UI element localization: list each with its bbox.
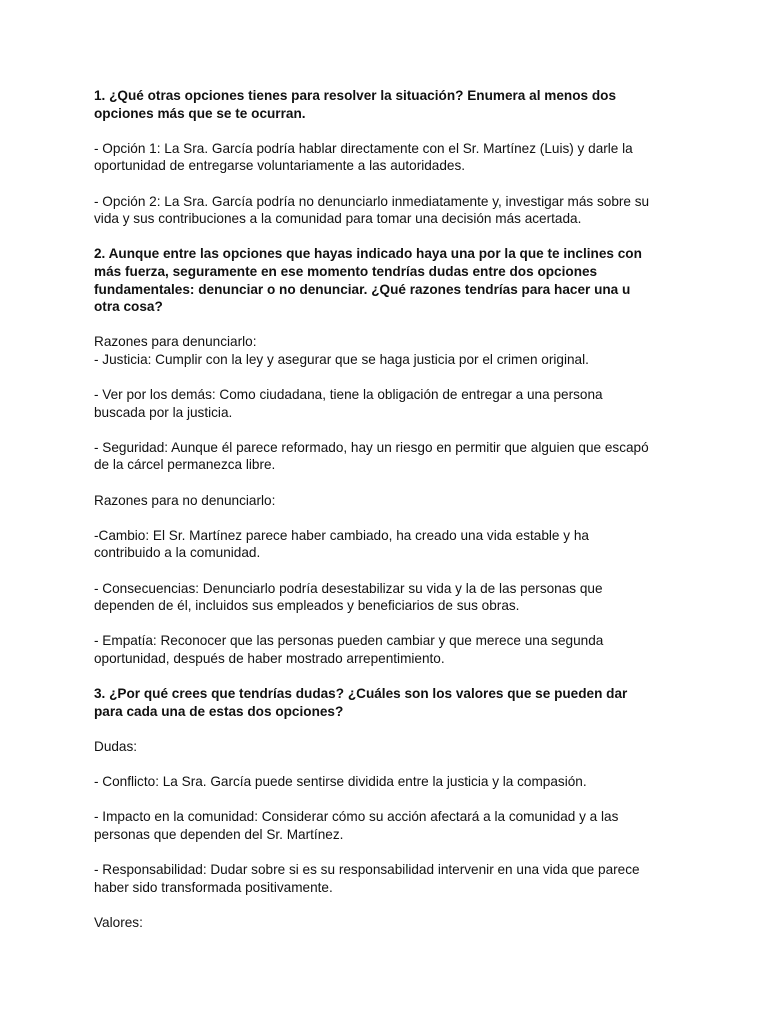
option-2-text: - Opción 2: La Sra. García podría no denunciarlo inmediatamente y, investigar más sobre su vida y sus contribuciones a la comunidad para tomar una decisión más acertada. [94,193,650,227]
doubts-heading: Dudas: [94,738,138,754]
question-1: 1. ¿Qué otras opciones tienes para resolver la situación? Enumera al menos dos opciones más que se te ocurran. [94,88,617,121]
reasons-against-heading: Razones para no denunciarlo: [94,492,276,508]
doubt-conflicto: - Conflicto: La Sra. García puede sentirse dividida entre la justicia y la compasión. [94,774,587,790]
question-2: 2. Aunque entre las opciones que hayas indicado haya una por la que te inclines con más fuerza, seguramente en ese momento tendrías dudas entre dos opciones fundamentales: denunciar o no denunciar. ¿Qué razones tendrías para hacer una u otra cosa? [94,246,642,315]
option-1-text: - Opción 1: La Sra. García podría hablar directamente con el Sr. Martínez (Luis) y darle la oportunidad de entregarse voluntariamente a las autoridades. [94,140,633,174]
reason-consecuencias: - Consecuencias: Denunciarlo podría desestabilizar su vida y la de las personas que dependen de él, incluidos sus empleados y beneficiarios de sus obras. [94,580,603,614]
doubt-responsabilidad: - Responsabilidad: Dudar sobre si es su responsabilidad intervenir en una vida que parece haber sido transformada positivamente. [94,862,640,895]
doubt-impacto: - Impacto en la comunidad: Considerar cómo su acción afectará a la comunidad y a las personas que dependen del Sr. Martínez. [94,809,619,842]
reason-cambio: -Cambio: El Sr. Martínez parece haber cambiado, ha creado una vida estable y ha contribuido a la comunidad. [94,527,589,561]
reason-empatia: - Empatía: Reconocer que las personas pueden cambiar y que merece una segunda oportunidad, después de haber mostrado arrepentimiento. [94,633,604,666]
question-3: 3. ¿Por qué crees que tendrías dudas? ¿Cuáles son los valores que se pueden dar para cada una de estas dos opciones? [94,686,628,719]
reason-seguridad: - Seguridad: Aunque él parece reformado, hay un riesgo en permitir que alguien que escapó de la cárcel permanezca libre. [94,439,649,473]
document-page [94,87,694,932]
values-heading: Valores: [94,914,143,930]
reasons-for-heading: Razones para denunciarlo: [94,334,257,350]
reason-justicia: - Justicia: Cumplir con la ley y asegurar que se haga justicia por el crimen original. [94,351,589,367]
reason-ver-por-los-demas: - Ver por los demás: Como ciudadana, tiene la obligación de entregar a una persona buscada por la justicia. [94,387,603,420]
